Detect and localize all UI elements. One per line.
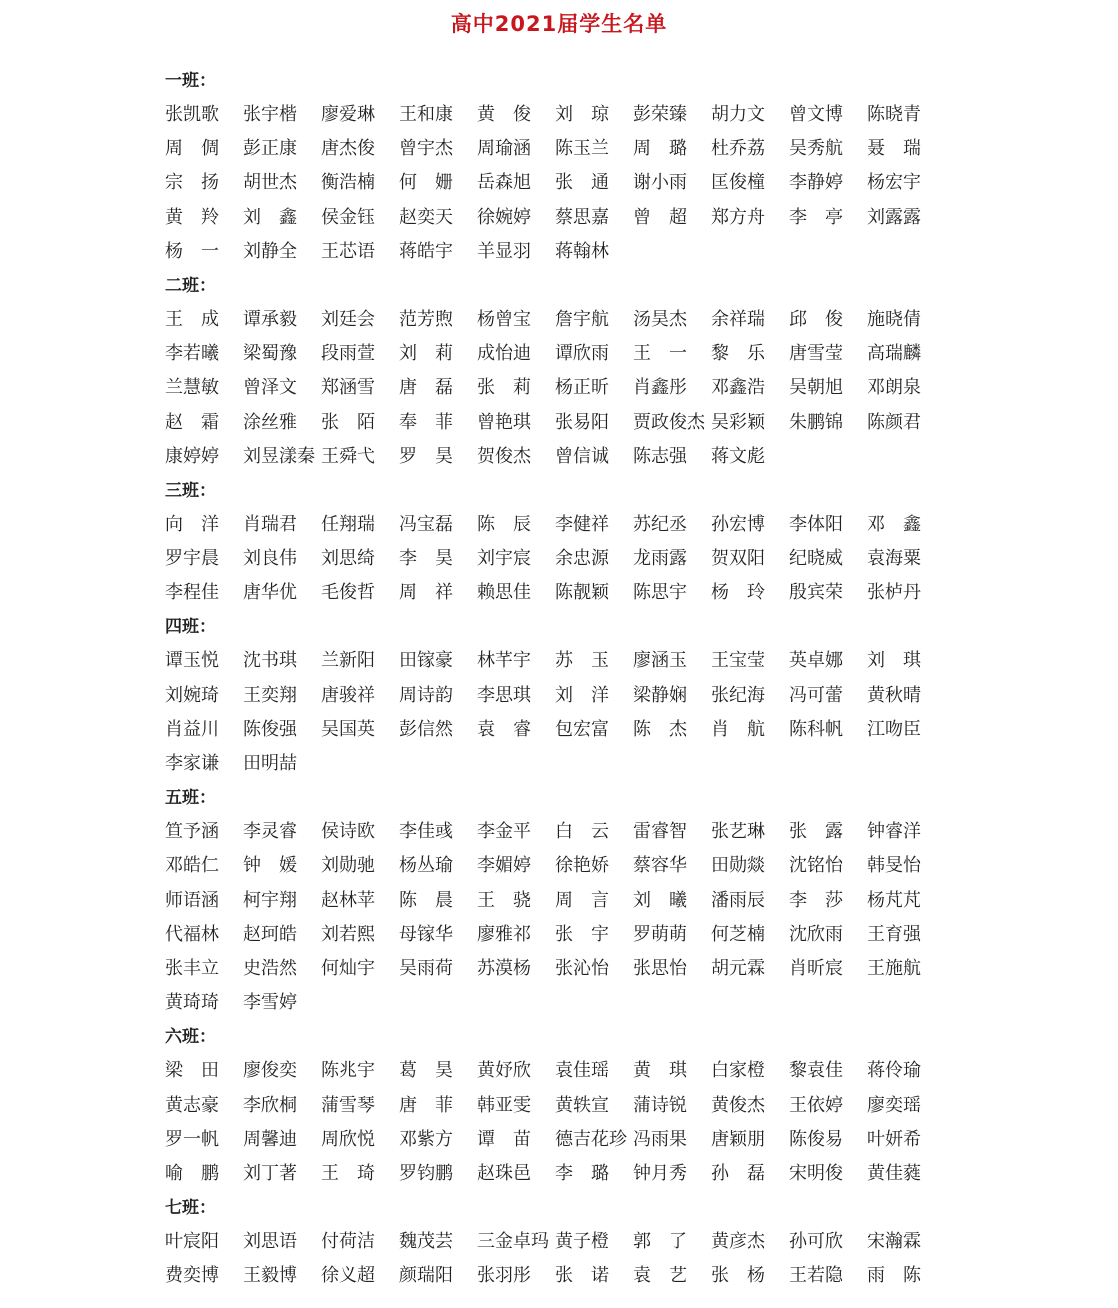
student-name: 黄彦杰 [711, 1231, 765, 1253]
student-name: 肖益川 [165, 718, 219, 740]
student-name: 王奕翔 [243, 684, 297, 706]
student-name: 刘 曦 [633, 889, 687, 911]
class-section [165, 1020, 1065, 1191]
student-name: 周馨迪 [243, 1128, 297, 1150]
student-name: 何灿宇 [321, 957, 375, 979]
class-heading: 一班： [165, 71, 216, 91]
student-name: 刘静全 [243, 240, 297, 262]
student-name: 余忠源 [555, 548, 609, 570]
student-name: 刘宇宸 [477, 548, 531, 570]
student-name: 王芯语 [321, 240, 375, 262]
student-name: 成怡迪 [477, 343, 531, 365]
class-heading: 五班： [165, 788, 216, 809]
class-section [165, 610, 1065, 781]
student-name: 张纪海 [711, 684, 765, 706]
student-name: 杨丛瑜 [399, 855, 453, 877]
student-name: 张 通 [555, 172, 609, 194]
student-name: 贺双阳 [711, 548, 765, 570]
student-name: 冯宝磊 [399, 513, 453, 535]
student-name: 黄琦琦 [165, 992, 219, 1014]
student-name: 刘 洋 [555, 684, 609, 706]
student-name: 李 璐 [555, 1162, 609, 1184]
student-name: 吴雨荷 [399, 957, 453, 979]
student-name: 廖爱琳 [321, 104, 375, 125]
student-name: 黄志豪 [165, 1094, 219, 1116]
student-name: 胡力文 [711, 104, 765, 125]
student-name: 梁 田 [165, 1060, 219, 1082]
student-name: 羊显羽 [477, 240, 531, 262]
student-name: 张 莉 [477, 377, 531, 399]
student-name: 刘丁著 [243, 1162, 297, 1184]
student-name: 刘 琼 [555, 104, 609, 125]
student-name: 史浩然 [243, 957, 297, 979]
student-name: 罗钧鹏 [399, 1162, 453, 1184]
student-name: 李金平 [477, 821, 531, 843]
student-name: 张 杨 [711, 1265, 765, 1287]
student-name-list [165, 644, 985, 781]
student-name: 代福林 [165, 923, 219, 945]
student-name: 吴朝旭 [789, 377, 843, 399]
class-heading: 二班： [165, 275, 216, 296]
student-name: 刘 莉 [399, 343, 453, 365]
student-name: 三金卓玛 [477, 1231, 549, 1253]
student-name: 唐华优 [243, 582, 297, 604]
student-name: 侯金钰 [321, 206, 375, 228]
student-name: 沈铭怡 [789, 855, 843, 877]
student-name: 何 姗 [399, 172, 453, 194]
student-name: 杨 玲 [711, 582, 765, 604]
student-name: 包宏富 [555, 718, 609, 740]
student-name: 段雨萱 [321, 343, 375, 365]
student-name: 蔡思嘉 [555, 206, 609, 228]
student-name: 赵珠邑 [477, 1162, 531, 1184]
student-name: 谭欣雨 [555, 343, 609, 365]
student-name: 蒋伶瑜 [867, 1060, 921, 1082]
student-name: 黄佳蕤 [867, 1162, 921, 1184]
student-name: 纪晓威 [789, 548, 843, 570]
student-name: 江吻臣 [867, 718, 921, 740]
student-name: 王依婷 [789, 1094, 843, 1116]
student-name: 李思琪 [477, 684, 531, 706]
student-name: 黄 俊 [477, 104, 531, 125]
student-name: 杜乔荔 [711, 138, 765, 160]
student-name: 肖昕宸 [789, 957, 843, 979]
student-name: 张宇楷 [243, 104, 297, 125]
student-name: 陈颜君 [867, 411, 921, 433]
student-name: 侯诗欧 [321, 821, 375, 843]
student-name: 杨芃芃 [867, 889, 921, 911]
class-heading: 三班： [165, 480, 216, 501]
student-name: 付荷洁 [321, 1231, 375, 1253]
student-name: 英卓娜 [789, 650, 843, 672]
student-name: 康婷婷 [165, 445, 219, 467]
student-name: 杨 一 [165, 240, 219, 262]
student-name: 张栌丹 [867, 582, 921, 604]
student-name: 蒲雪琴 [321, 1094, 375, 1116]
student-name: 贾政俊杰 [633, 411, 705, 433]
student-name: 李体阳 [789, 513, 843, 535]
student-name: 叶宸阳 [165, 1231, 219, 1253]
student-name: 赵珂皓 [243, 923, 297, 945]
student-name: 陈兆宇 [321, 1060, 375, 1082]
student-name: 唐雪莹 [789, 343, 843, 365]
student-name: 赵 霜 [165, 411, 219, 433]
student-name: 徐义超 [321, 1265, 375, 1287]
student-name: 郑方舟 [711, 206, 765, 228]
student-name: 王毅博 [243, 1265, 297, 1287]
student-name: 施晓倩 [867, 308, 921, 330]
student-name: 梁静娴 [633, 684, 687, 706]
student-name: 张 诺 [555, 1265, 609, 1287]
document-title: 高中2021届学生名单 [450, 12, 668, 36]
student-name: 廖涵玉 [633, 650, 687, 672]
student-name: 谭玉悦 [165, 650, 219, 672]
student-name: 雷睿智 [633, 821, 687, 843]
student-name: 李媚婷 [477, 855, 531, 877]
student-name: 向 洋 [165, 513, 219, 535]
student-name: 李雪婷 [243, 992, 297, 1014]
student-name: 陈志强 [633, 445, 687, 467]
student-name: 彭正康 [243, 138, 297, 160]
student-name: 林芊宇 [477, 650, 531, 672]
student-name: 邓紫方 [399, 1128, 453, 1150]
student-name: 冯可蕾 [789, 684, 843, 706]
student-name: 刘 琪 [867, 650, 921, 672]
student-name: 潘雨辰 [711, 889, 765, 911]
student-name: 颜瑞阳 [399, 1265, 453, 1287]
student-name: 唐 菲 [399, 1094, 453, 1116]
student-name: 黄妤欣 [477, 1060, 531, 1082]
student-name: 唐骏祥 [321, 684, 375, 706]
student-name: 冯雨果 [633, 1128, 687, 1150]
student-name: 曾文博 [789, 104, 843, 125]
student-name: 李 莎 [789, 889, 843, 911]
student-name: 兰新阳 [321, 650, 375, 672]
student-name: 衡浩楠 [321, 172, 375, 194]
student-name: 陈靓颖 [555, 582, 609, 604]
student-name: 李灵睿 [243, 821, 297, 843]
student-name: 朱鹏锦 [789, 411, 843, 433]
student-name: 王宝莹 [711, 650, 765, 672]
student-name: 匡俊橦 [711, 172, 765, 194]
student-name: 彭荣臻 [633, 104, 687, 125]
student-name: 周 倜 [165, 138, 219, 160]
student-name: 钟月秀 [633, 1162, 687, 1184]
student-name: 苏纪丞 [633, 513, 687, 535]
student-name: 陈玉兰 [555, 138, 609, 160]
student-name: 袁 艺 [633, 1265, 687, 1287]
student-name: 刘思语 [243, 1231, 297, 1253]
student-name: 周欣悦 [321, 1128, 375, 1150]
student-name: 柯宇翔 [243, 889, 297, 911]
student-name: 杨曾宝 [477, 308, 531, 330]
student-name: 胡元霖 [711, 957, 765, 979]
student-name: 李程佳 [165, 582, 219, 604]
student-name: 梁蜀豫 [243, 343, 297, 365]
student-name: 吴秀航 [789, 138, 843, 160]
student-name: 涂丝雅 [243, 411, 297, 433]
student-name: 曾艳琪 [477, 411, 531, 433]
student-name: 黄俊杰 [711, 1094, 765, 1116]
student-name-list [165, 815, 985, 1020]
student-name: 周诗韵 [399, 684, 453, 706]
student-name: 李欣桐 [243, 1094, 297, 1116]
class-section [165, 1191, 1065, 1293]
student-name: 胡世杰 [243, 172, 297, 194]
student-name: 袁 睿 [477, 718, 531, 740]
student-name: 罗 昊 [399, 445, 453, 467]
student-name: 赵林苹 [321, 889, 375, 911]
student-name: 殷宾荣 [789, 582, 843, 604]
student-name: 魏茂芸 [399, 1231, 453, 1253]
student-name: 田明喆 [243, 753, 297, 774]
student-name: 邓皓仁 [165, 855, 219, 877]
student-name: 张凯歌 [165, 104, 219, 125]
student-name: 苏 玉 [555, 650, 609, 672]
student-name: 王育强 [867, 923, 921, 945]
student-name: 杨宏宇 [867, 172, 921, 194]
student-name: 张思怡 [633, 957, 687, 979]
student-name: 陈思宇 [633, 582, 687, 604]
student-name: 吴彩颖 [711, 411, 765, 433]
student-name: 刘昱漾秦 [243, 445, 315, 467]
student-name: 刘露露 [867, 206, 921, 228]
student-name: 刘廷会 [321, 308, 375, 330]
student-name: 黄轶宣 [555, 1094, 609, 1116]
student-name: 余祥瑞 [711, 308, 765, 330]
student-name: 蔡容华 [633, 855, 687, 877]
student-name: 龙雨露 [633, 548, 687, 570]
student-name: 德吉花珍 [555, 1128, 627, 1150]
student-name: 岳森旭 [477, 172, 531, 194]
student-name: 陈俊易 [789, 1128, 843, 1150]
student-name: 刘若熙 [321, 923, 375, 945]
student-name: 曾泽文 [243, 377, 297, 399]
student-roster [165, 64, 1065, 1293]
student-name: 王和康 [399, 104, 453, 125]
student-name: 邓鑫浩 [711, 377, 765, 399]
student-name: 谭承毅 [243, 308, 297, 330]
student-name-list [165, 303, 985, 474]
student-name: 张 陌 [321, 411, 375, 433]
student-name: 葛 昊 [399, 1060, 453, 1082]
student-name: 陈 辰 [477, 513, 531, 535]
student-name: 贺俊杰 [477, 445, 531, 467]
student-name: 何芝楠 [711, 923, 765, 945]
student-name: 钟 媛 [243, 855, 297, 877]
student-name: 邓朗泉 [867, 377, 921, 399]
student-name: 喻 鹏 [165, 1162, 219, 1184]
student-name: 韩旻怡 [867, 855, 921, 877]
student-name: 詹宇航 [555, 308, 609, 330]
student-name: 吴国英 [321, 718, 375, 740]
student-name: 毛俊哲 [321, 582, 375, 604]
student-name: 徐婉婷 [477, 206, 531, 228]
student-name: 蒋皓宇 [399, 240, 453, 262]
student-name: 孙可欣 [789, 1231, 843, 1253]
student-name: 宋明俊 [789, 1162, 843, 1184]
student-name: 黄 琪 [633, 1060, 687, 1082]
student-name: 刘思绮 [321, 548, 375, 570]
student-name: 孙宏博 [711, 513, 765, 535]
student-name: 罗萌萌 [633, 923, 687, 945]
student-name: 沈欣雨 [789, 923, 843, 945]
student-name: 唐杰俊 [321, 138, 375, 160]
student-name: 张沁怡 [555, 957, 609, 979]
student-name: 陈 晨 [399, 889, 453, 911]
student-name: 兰慧敏 [165, 377, 219, 399]
student-name: 曾宇杰 [399, 138, 453, 160]
student-name: 任翔瑞 [321, 513, 375, 535]
student-name: 张 宇 [555, 923, 609, 945]
student-name: 王若隐 [789, 1265, 843, 1287]
student-name-list [165, 98, 985, 269]
student-name: 赖思佳 [477, 582, 531, 604]
student-name: 聂 瑞 [867, 138, 921, 160]
student-name: 徐艳娇 [555, 855, 609, 877]
student-name: 邓 鑫 [867, 513, 921, 535]
student-name: 赵奕天 [399, 206, 453, 228]
student-name: 刘 鑫 [243, 206, 297, 228]
student-name: 罗宇晨 [165, 548, 219, 570]
student-name: 韩亚雯 [477, 1094, 531, 1116]
class-section [165, 269, 1065, 474]
student-name: 曾 超 [633, 206, 687, 228]
student-name: 郭 了 [633, 1231, 687, 1253]
class-heading: 七班： [165, 1198, 216, 1219]
student-name: 田勋燚 [711, 855, 765, 877]
student-name: 曾信诚 [555, 445, 609, 467]
student-name: 唐 磊 [399, 377, 453, 399]
student-name: 沈书琪 [243, 650, 297, 672]
student-name: 张羽彤 [477, 1265, 531, 1287]
student-name: 李佳彧 [399, 821, 453, 843]
student-name: 袁海粟 [867, 548, 921, 570]
student-name: 李若曦 [165, 343, 219, 365]
student-name: 周 言 [555, 889, 609, 911]
student-name: 汤昊杰 [633, 308, 687, 330]
student-name: 王 一 [633, 343, 687, 365]
student-name: 师语涵 [165, 889, 219, 911]
student-name: 田镓豪 [399, 650, 453, 672]
student-name: 黎 乐 [711, 343, 765, 365]
student-name: 李健祥 [555, 513, 609, 535]
student-name: 白家橙 [711, 1060, 765, 1082]
student-name: 邱 俊 [789, 308, 843, 330]
student-name: 黎袁佳 [789, 1060, 843, 1082]
student-name: 陈 杰 [633, 718, 687, 740]
student-name: 李 亭 [789, 206, 843, 228]
student-name: 母镓华 [399, 923, 453, 945]
student-name: 宗 扬 [165, 172, 219, 194]
student-name: 李静婷 [789, 172, 843, 194]
student-name: 谢小雨 [633, 172, 687, 194]
class-heading: 四班： [165, 617, 216, 638]
student-name: 陈科帆 [789, 718, 843, 740]
class-section [165, 781, 1065, 1020]
student-name: 张丰立 [165, 957, 219, 979]
class-section [165, 474, 1065, 611]
student-name: 蒋文彪 [711, 445, 765, 467]
student-name: 王舜弋 [321, 445, 375, 467]
student-name: 李家谦 [165, 753, 219, 774]
student-name: 高瑞麟 [867, 343, 921, 365]
student-name: 王施航 [867, 957, 921, 979]
student-name: 蒋翰林 [555, 240, 609, 262]
student-name-list [165, 1054, 985, 1191]
student-name: 张艺琳 [711, 821, 765, 843]
student-name: 周瑜涵 [477, 138, 531, 160]
student-name: 袁佳瑶 [555, 1060, 609, 1082]
student-name: 王 琦 [321, 1162, 375, 1184]
student-name: 黄秋晴 [867, 684, 921, 706]
student-name: 杨正昕 [555, 377, 609, 399]
student-name: 陈俊强 [243, 718, 297, 740]
student-name: 郑涵雪 [321, 377, 375, 399]
student-name: 黄 羚 [165, 206, 219, 228]
student-name: 罗一帆 [165, 1128, 219, 1150]
student-name: 雨 陈 [867, 1265, 921, 1287]
student-name: 蒲诗锐 [633, 1094, 687, 1116]
student-name: 刘婉琦 [165, 684, 219, 706]
student-name: 张易阳 [555, 411, 609, 433]
student-name: 钟睿洋 [867, 821, 921, 843]
student-name: 陈晓青 [867, 104, 921, 125]
student-name: 周 璐 [633, 138, 687, 160]
student-name: 张 露 [789, 821, 843, 843]
student-name: 宋瀚霖 [867, 1231, 921, 1253]
student-name: 肖鑫彤 [633, 377, 687, 399]
student-name: 孙 磊 [711, 1162, 765, 1184]
student-name: 唐颖朋 [711, 1128, 765, 1150]
student-name: 白 云 [555, 821, 609, 843]
student-name: 叶妍希 [867, 1128, 921, 1150]
student-name: 黄子橙 [555, 1231, 609, 1253]
student-name: 廖雅祁 [477, 923, 531, 945]
student-name: 范芳煦 [399, 308, 453, 330]
student-name: 李 昊 [399, 548, 453, 570]
student-name: 廖奕瑶 [867, 1094, 921, 1116]
student-name: 奉 菲 [399, 411, 453, 433]
student-name-list [165, 1225, 985, 1293]
student-name: 谭 苗 [477, 1128, 531, 1150]
student-name: 刘良伟 [243, 548, 297, 570]
student-name: 肖瑞君 [243, 513, 297, 535]
class-section [165, 64, 1065, 269]
student-name: 刘勋驰 [321, 855, 375, 877]
student-name: 王 骁 [477, 889, 531, 911]
student-name: 彭信然 [399, 718, 453, 740]
student-name: 周 祥 [399, 582, 453, 604]
student-name: 廖俊奕 [243, 1060, 297, 1082]
student-name: 费奕博 [165, 1265, 219, 1287]
student-name: 肖 航 [711, 718, 765, 740]
student-name-list [165, 508, 985, 611]
student-name: 苏漠杨 [477, 957, 531, 979]
student-name: 王 成 [165, 308, 219, 330]
class-heading: 六班： [165, 1027, 216, 1048]
student-name: 笪予涵 [165, 821, 219, 843]
